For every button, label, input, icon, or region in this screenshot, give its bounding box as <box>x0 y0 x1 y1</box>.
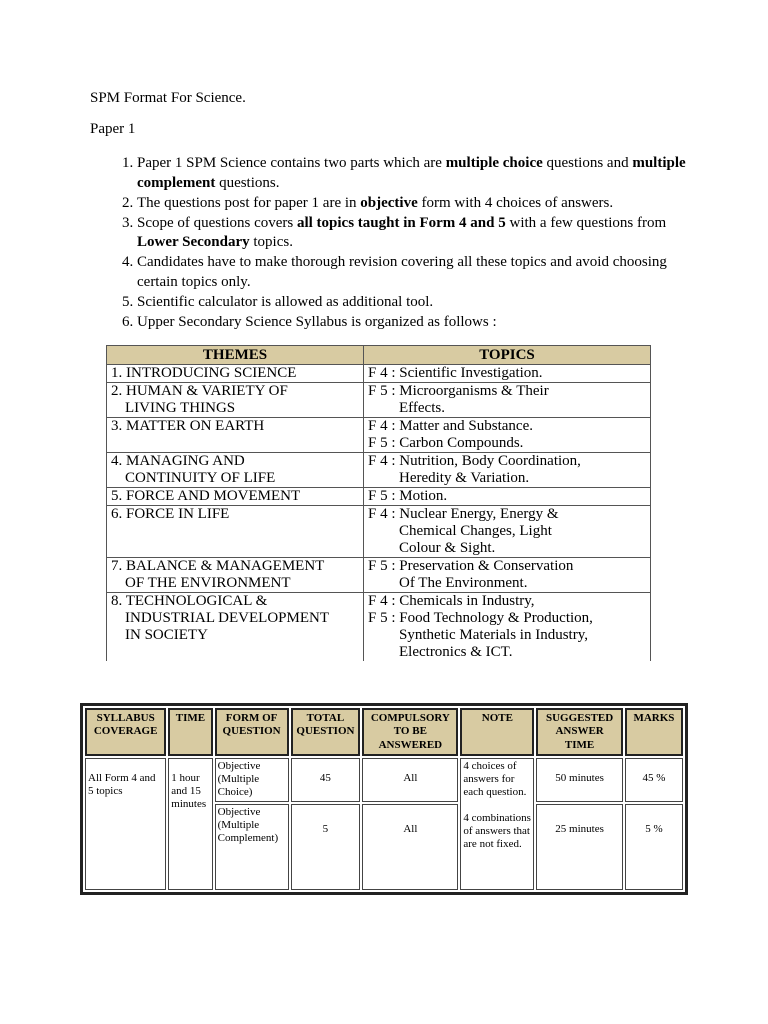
point-text: questions. <box>215 174 280 191</box>
point-item <box>137 154 689 193</box>
header-form-of-question: FORM OF QUESTION <box>215 708 289 756</box>
form-cell: Objective (Multiple Choice) <box>215 758 289 802</box>
total-cell: 45 <box>291 758 361 802</box>
themes-row <box>107 365 651 383</box>
note-text: 4 choices of answers for each question. <box>463 759 527 799</box>
themes-row <box>107 558 651 593</box>
section-heading: Paper 1 <box>90 121 136 137</box>
marks-cell: 45 % <box>625 758 683 802</box>
topic-line: Effects. <box>399 400 445 416</box>
point-text: Paper 1 SPM Science contains two parts which are <box>137 155 446 171</box>
note-text: 4 combinations of answers that are not fixed. <box>463 811 531 851</box>
point-text: with a few questions from <box>505 214 667 231</box>
point-text: Lower Secondary <box>137 234 250 250</box>
note-cell <box>460 758 534 890</box>
themes-row <box>107 506 651 558</box>
header-compulsory: COMPULSORY TO BE ANSWERED <box>362 708 458 756</box>
themes-row <box>107 488 651 506</box>
suggested-time-cell: 25 minutes <box>536 804 623 890</box>
theme-cell <box>107 558 364 593</box>
point-item <box>137 214 689 253</box>
point-text: objective <box>360 194 418 211</box>
header-suggested-time: SUGGESTED ANSWER TIME <box>536 708 623 756</box>
theme-line: 4. MANAGING AND <box>111 453 245 469</box>
total-cell: 5 <box>291 804 361 890</box>
syllabus-coverage-cell: All Form 4 and 5 topics <box>85 758 166 890</box>
topic-line: Synthetic Materials in Industry, <box>399 627 588 643</box>
topic-line: F 4 : Scientific Investigation. <box>368 365 543 381</box>
topic-line: F 4 : Chemicals in Industry, <box>368 593 535 609</box>
point-item <box>137 313 689 333</box>
theme-line: 5. FORCE AND MOVEMENT <box>111 488 301 504</box>
compulsory-cell: All <box>362 804 458 890</box>
topic-line: Chemical Changes, Light <box>399 523 552 539</box>
theme-cell <box>107 418 364 453</box>
themes-row <box>107 383 651 418</box>
point-text: Scientific calculator is allowed as additional tool. <box>137 293 434 310</box>
topics-cell <box>364 365 651 383</box>
theme-line: 7. BALANCE & MANAGEMENT <box>111 558 325 574</box>
theme-line: OF THE ENVIRONMENT <box>125 575 291 591</box>
topic-line: Heredity & Variation. <box>399 470 530 486</box>
theme-line: CONTINUITY OF LIFE <box>125 470 276 486</box>
themes-row <box>107 453 651 488</box>
theme-cell <box>107 365 364 383</box>
theme-line: IN SOCIETY <box>125 627 208 643</box>
suggested-time-cell: 50 minutes <box>536 758 623 802</box>
points-list <box>113 154 689 332</box>
time-cell: 1 hour and 15 minutes <box>168 758 212 890</box>
themes-row <box>107 593 651 662</box>
themes-table <box>106 345 651 661</box>
point-text: Candidates have to make thorough revision covering all these topics and avoid choosing certain topics only. <box>137 254 667 290</box>
point-text: form with 4 choices of answers. <box>417 194 614 211</box>
topic-line: F 5 : Carbon Compounds. <box>368 435 524 451</box>
topic-line: Of The Environment. <box>399 575 528 591</box>
marks-cell: 5 % <box>625 804 683 890</box>
topic-line: F 5 : Microorganisms & Their <box>368 383 549 399</box>
exam-format-table <box>80 703 688 895</box>
header-marks: MARKS <box>625 708 683 756</box>
point-text: multiple complement <box>137 155 686 191</box>
themes-header-row <box>107 346 651 365</box>
theme-cell <box>107 453 364 488</box>
compulsory-cell: All <box>362 758 458 802</box>
topics-cell <box>364 453 651 488</box>
topics-cell <box>364 506 651 558</box>
point-text: topics. <box>249 234 293 250</box>
form-cell: Objective (Multiple Complement) <box>215 804 289 890</box>
point-text: questions and <box>542 155 633 171</box>
theme-line: 1. INTRODUCING SCIENCE <box>111 365 297 381</box>
document-title: SPM Format For Science. <box>90 90 246 106</box>
exam-row <box>85 758 683 802</box>
theme-cell <box>107 488 364 506</box>
point-item <box>137 253 689 292</box>
theme-cell <box>107 593 364 662</box>
theme-line: 2. HUMAN & VARIETY OF <box>111 383 288 399</box>
theme-line: 8. TECHNOLOGICAL & <box>111 593 268 609</box>
theme-line: INDUSTRIAL DEVELOPMENT <box>125 610 330 626</box>
point-text: all topics taught in Form 4 and 5 <box>296 214 506 231</box>
point-text: multiple choice <box>445 155 543 171</box>
theme-line: LIVING THINGS <box>125 400 236 416</box>
topics-cell <box>364 488 651 506</box>
topics-cell <box>364 418 651 453</box>
theme-line: 6. FORCE IN LIFE <box>111 506 230 522</box>
header-time: TIME <box>168 708 212 756</box>
theme-line: 3. MATTER ON EARTH <box>111 418 265 434</box>
header-syllabus-coverage: SYLLABUS COVERAGE <box>85 708 166 756</box>
topic-line: Colour & Sight. <box>399 540 496 556</box>
point-item <box>137 194 689 214</box>
topic-line: F 4 : Matter and Substance. <box>368 418 533 434</box>
topic-line: F 4 : Nuclear Energy, Energy & <box>368 506 559 522</box>
header-note: NOTE <box>460 708 534 756</box>
themes-row <box>107 418 651 453</box>
point-text: Upper Secondary Science Syllabus is organized as follows : <box>137 313 497 330</box>
topic-line: Electronics & ICT. <box>399 644 513 660</box>
point-text: The questions post for paper 1 are in <box>137 194 361 211</box>
theme-cell <box>107 383 364 418</box>
header-total-question: TOTAL QUESTION <box>291 708 361 756</box>
topic-line: F 5 : Food Technology & Production, <box>368 610 593 626</box>
topics-cell <box>364 558 651 593</box>
topics-header: TOPICS <box>364 346 651 365</box>
themes-header: THEMES <box>107 346 364 365</box>
exam-header-row <box>85 708 683 756</box>
topics-cell <box>364 593 651 662</box>
topic-line: F 5 : Motion. <box>368 488 448 504</box>
point-text: Scope of questions covers <box>137 214 297 231</box>
topic-line: F 5 : Preservation & Conservation <box>368 558 574 574</box>
topic-line: F 4 : Nutrition, Body Coordination, <box>368 453 581 469</box>
topics-cell <box>364 383 651 418</box>
theme-cell <box>107 506 364 558</box>
point-item <box>137 293 689 313</box>
